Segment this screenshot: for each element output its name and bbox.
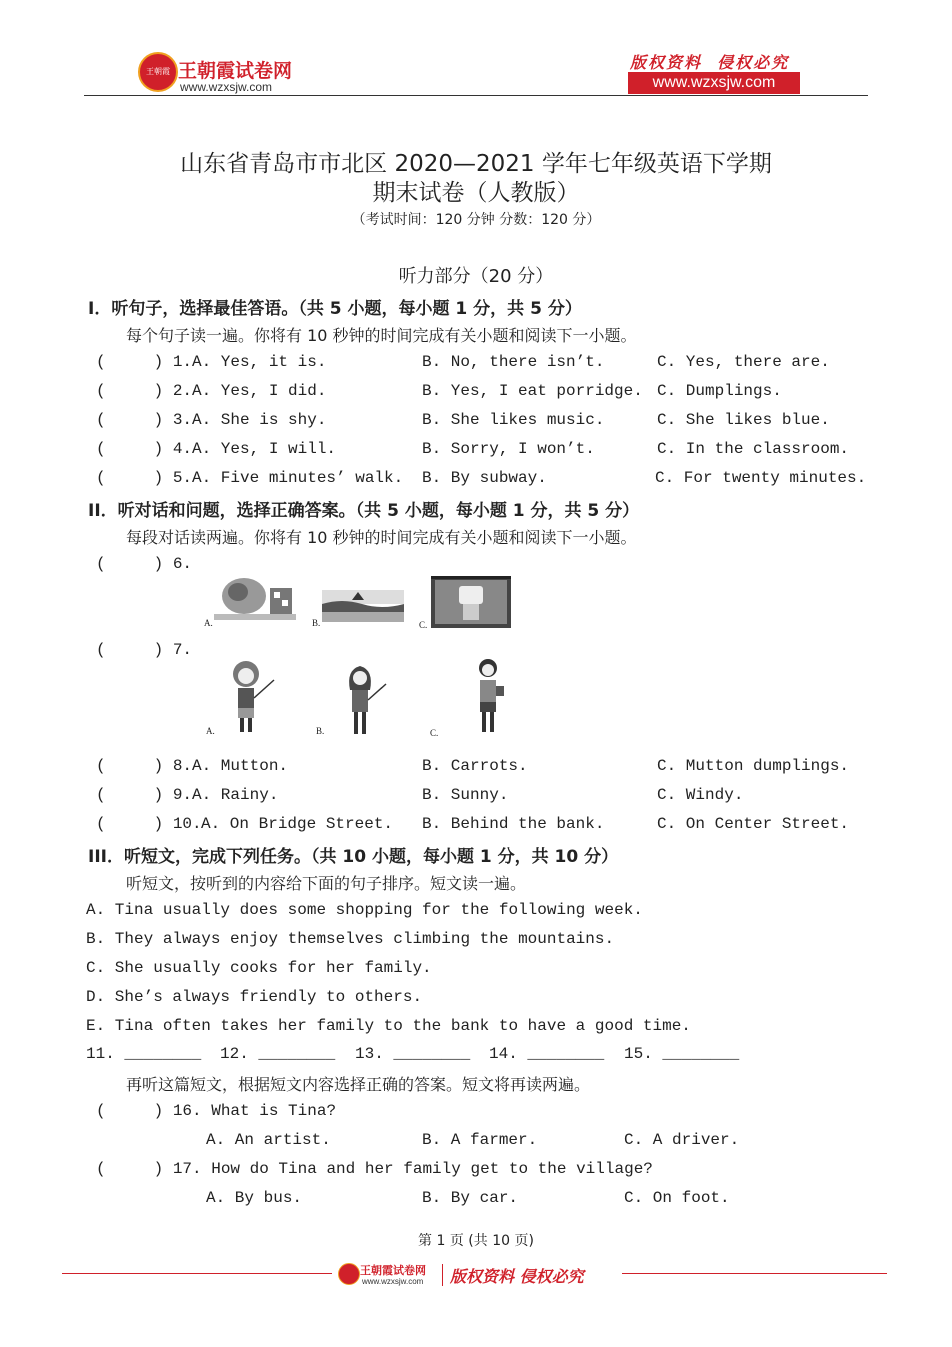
robot-scene-icon: [431, 576, 511, 628]
blank-15[interactable]: 15. ________: [624, 1045, 740, 1063]
q1-option-c: C. Yes, there are.: [657, 353, 830, 371]
q4-option-b: B. Sorry, I won’t.: [422, 440, 595, 458]
q8-num[interactable]: ( ) 8.: [96, 757, 193, 775]
logo-badge-text: 王朝霞: [146, 67, 170, 76]
q4-option-c: C. In the classroom.: [657, 440, 850, 458]
q3-option-b: B. She likes music.: [422, 411, 605, 429]
header-logo: [138, 52, 178, 92]
page-title-line2: 期末试卷（人教版）: [372, 180, 580, 206]
woman-glasses-icon: [468, 656, 518, 736]
footer-logo-icon: [338, 1263, 360, 1285]
q1-option-b: B. No, there isn’t.: [422, 353, 605, 371]
header-rule: [84, 95, 868, 96]
q6-picture-c[interactable]: [419, 576, 511, 630]
q16-option-c: C. A driver.: [624, 1131, 740, 1149]
sentence-b: B. They always enjoy themselves climbing the mountains.: [86, 930, 615, 948]
q7-picture-b[interactable]: [316, 662, 392, 738]
q4-num[interactable]: ( ) 4.: [96, 440, 193, 458]
q7-label-a: A.: [206, 726, 215, 736]
q4-option-a: A. Yes, I will.: [192, 440, 337, 458]
header-slogan: 版权资料 侵权必究: [630, 53, 790, 72]
footer-rule-right: [622, 1273, 887, 1274]
section3-instruction: 听短文，按听到的内容给下面的句子排序。短文读一遍。: [126, 874, 527, 893]
footer-brand: 王朝霞试卷网: [360, 1264, 426, 1277]
sentence-c: C. She usually cooks for her family.: [86, 959, 432, 977]
q16-option-b: B. A farmer.: [422, 1131, 538, 1149]
girl-long-hair-icon: [342, 662, 392, 738]
q6-label-c: C.: [419, 620, 428, 630]
section2-heading: II．听对话和问题，选择正确答案。（共 5 小题，每小题 1 分，共 5 分）: [88, 501, 640, 521]
sentence-a: A. Tina usually does some shopping for the following week.: [86, 901, 643, 919]
blank-13[interactable]: 13. ________: [355, 1045, 471, 1063]
q5-option-c: C. For twenty minutes.: [655, 469, 867, 487]
page-title-line1: 山东省青岛市市北区 2020—2021 学年七年级英语下学期: [180, 151, 772, 177]
q6-label-b: B.: [312, 618, 321, 628]
page-number: 第 1 页 (共 10 页): [418, 1233, 534, 1249]
q6-picture-a[interactable]: [204, 574, 296, 628]
q3-num[interactable]: ( ) 3.: [96, 411, 193, 429]
section2-instruction: 每段对话读两遍。你将有 10 秒钟的时间完成有关小题和阅读下一小题。: [126, 528, 637, 547]
sentence-e: E. Tina often takes her family to the bank to have a good time.: [86, 1017, 691, 1035]
section1-heading: I．听句子，选择最佳答语。（共 5 小题，每小题 1 分，共 5 分）: [88, 299, 582, 319]
q7-num[interactable]: ( ) 7.: [96, 641, 193, 659]
footer-divider: [442, 1264, 443, 1286]
section3-heading: III．听短文，完成下列任务。（共 10 小题，每小题 1 分，共 10 分）: [88, 847, 619, 867]
q6-num[interactable]: ( ) 6.: [96, 555, 193, 573]
q5-num[interactable]: ( ) 5.: [96, 469, 193, 487]
q5-option-b: B. By subway.: [422, 469, 547, 487]
q8-option-a: A. Mutton.: [192, 757, 289, 775]
part-title: 听力部分（20 分）: [398, 266, 554, 287]
q2-option-b: B. Yes, I eat porridge.: [422, 382, 643, 400]
girl-curly-hair-icon: [228, 658, 278, 734]
header-url-left[interactable]: www.wzxsjw.com: [180, 80, 273, 94]
q10-option-c: C. On Center Street.: [657, 815, 850, 833]
q7-picture-a[interactable]: [206, 658, 278, 736]
section1-instruction: 每个句子读一遍。你将有 10 秒钟的时间完成有关小题和阅读下一小题。: [126, 326, 637, 345]
q7-label-c: C.: [430, 728, 439, 738]
section3-instruction2: 再听这篇短文，根据短文内容选择正确的答案。短文将再读两遍。: [126, 1075, 591, 1094]
q5-option-a: A. Five minutes’ walk.: [192, 469, 404, 487]
q2-option-c: C. Dumplings.: [657, 382, 782, 400]
q9-option-b: B. Sunny.: [422, 786, 509, 804]
q17-option-c: C. On foot.: [624, 1189, 730, 1207]
q10-num[interactable]: ( ) 10.: [96, 815, 202, 833]
q3-option-c: C. She likes blue.: [657, 411, 830, 429]
header-url-right[interactable]: www.wzxsjw.com: [628, 72, 800, 94]
q17-question[interactable]: ( ) 17. How do Tina and her family get to the village?: [96, 1160, 653, 1178]
q6-picture-b[interactable]: [312, 590, 404, 628]
q17-option-a: A. By bus.: [206, 1189, 303, 1207]
q8-option-c: C. Mutton dumplings.: [657, 757, 850, 775]
q1-num[interactable]: ( ) 1.: [96, 353, 193, 371]
blank-11[interactable]: 11. ________: [86, 1045, 202, 1063]
q8-option-b: B. Carrots.: [422, 757, 528, 775]
q7-picture-c[interactable]: [430, 656, 518, 738]
footer-slogan: 版权资料 侵权必究: [450, 1267, 584, 1286]
blank-14[interactable]: 14. ________: [489, 1045, 605, 1063]
q17-option-b: B. By car.: [422, 1189, 519, 1207]
q1-option-a: A. Yes, it is.: [192, 353, 327, 371]
beach-scene-icon: [322, 590, 404, 626]
sentence-d: D. She’s always friendly to others.: [86, 988, 423, 1006]
q2-num[interactable]: ( ) 2.: [96, 382, 193, 400]
q6-label-a: A.: [204, 618, 213, 628]
q2-option-a: A. Yes, I did.: [192, 382, 327, 400]
exam-info: （考试时间：120 分钟 分数：120 分）: [351, 212, 601, 228]
q10-option-a: A. On Bridge Street.: [201, 815, 394, 833]
q3-option-a: A. She is shy.: [192, 411, 327, 429]
temple-scene-icon: [214, 574, 296, 626]
footer-rule-left: [62, 1273, 332, 1274]
footer-url[interactable]: www.wzxsjw.com: [362, 1277, 424, 1286]
blank-12[interactable]: 12. ________: [220, 1045, 336, 1063]
q16-option-a: A. An artist.: [206, 1131, 331, 1149]
q16-question[interactable]: ( ) 16. What is Tina?: [96, 1102, 337, 1120]
q9-option-a: A. Rainy.: [192, 786, 279, 804]
q9-option-c: C. Windy.: [657, 786, 744, 804]
header-brand: 王朝霞试卷网: [178, 60, 293, 82]
q10-option-b: B. Behind the bank.: [422, 815, 605, 833]
q7-label-b: B.: [316, 726, 325, 736]
q9-num[interactable]: ( ) 9.: [96, 786, 193, 804]
